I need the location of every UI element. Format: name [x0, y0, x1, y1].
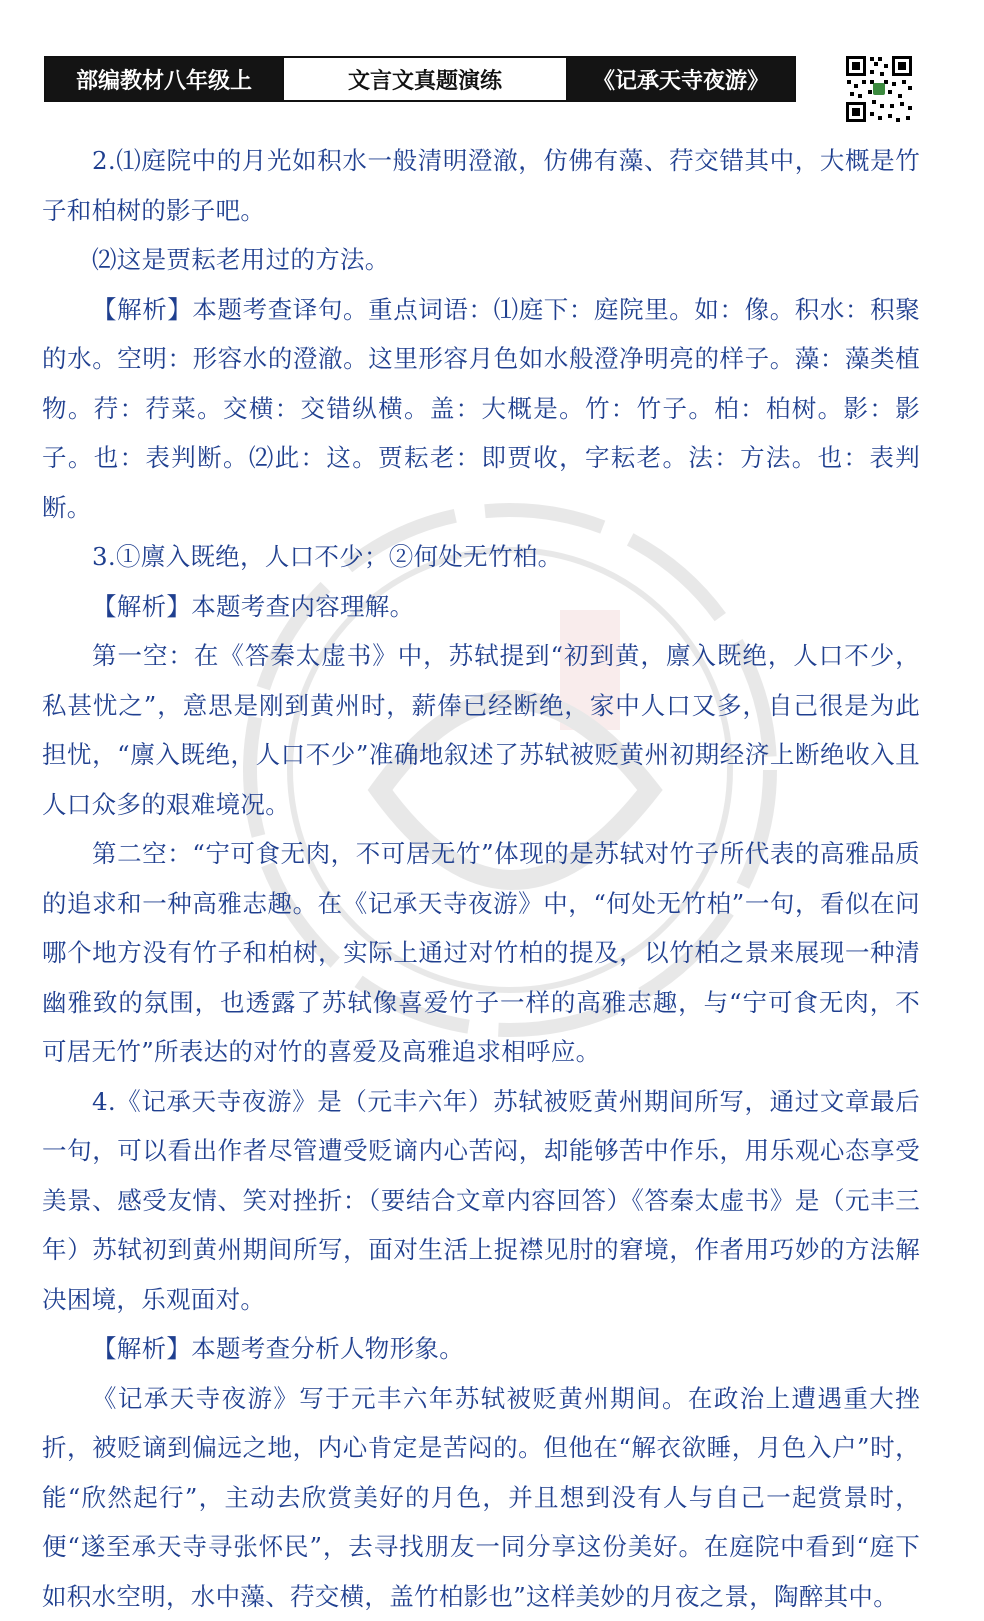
header-bar — [44, 56, 796, 102]
header-grade-label: 部编教材八年级上 — [46, 58, 282, 100]
header-lesson-title: 《记承天寺夜游》 — [568, 58, 794, 100]
analysis-3-blank-2: 第二空：“宁可食无肉，不可居无竹”体现的是苏轼对竹子所代表的高雅品质的追求和一种高雅志趣。在《记承天寺夜游》中，“何处无竹柏”一句，看似在问哪个地方没有竹子和柏树，实际上通过对竹柏的提及，以竹柏之景来展现一种清幽雅致的氛围，也透露了苏轼像喜爱竹子一样的高雅志趣，与“宁可食无肉，不可居无竹”所表达的对竹的喜爱及高雅追求相呼应。 — [42, 829, 920, 1077]
analysis-2-paragraph: 【解析】本题考查译句。重点词语：⑴庭下：庭院里。如：像。积水：积聚的水。空明：形容水的澄澈。这里形容月色如水般澄净明亮的样子。藻：藻类植物。荇：荇菜。交横：交错纵横。盖：大概是。竹：竹子。柏：柏树。影：影子。也：表判断。⑵此：这。贾耘老：即贾收，字耘老。法：方法。也：表判断。 — [42, 285, 920, 533]
analysis-3-blank-1: 第一空：在《答秦太虚书》中，苏轼提到“初到黄，廪入既绝，人口不少，私甚忧之”，意思是刚到黄州时，薪俸已经断绝，家中人口又多，自己很是为此担忧，“廪入既绝，人口不少”准确地叙述了苏轼被贬黄州初期经济上断绝收入且人口众多的艰难境况。 — [42, 631, 920, 829]
answer-3-paragraph: 3.①廪入既绝，人口不少；②何处无竹柏。 — [42, 532, 920, 582]
qr-code-icon — [844, 54, 914, 124]
analysis-3-paragraph: 【解析】本题考查内容理解。 — [42, 582, 920, 632]
analysis-4-paragraph: 【解析】本题考查分析人物形象。 — [42, 1324, 920, 1374]
analysis-4-body: 《记承天寺夜游》写于元丰六年苏轼被贬黄州期间。在政治上遭遇重大挫折，被贬谪到偏远之地，内心肯定是苦闷的。但他在“解衣欲睡，月色入户”时，能“欣然起行”，主动去欣赏美好的月色，并且想到没有人与自己一起赏景时，便“遂至承天寺寻张怀民”，去寻找朋友一同分享这份美好。在庭院中看到“庭下如积水空明，水中藻、荇交横，盖竹柏影也”这样美妙的月夜之景，陶醉其中。 — [42, 1374, 920, 1621]
answer-content — [42, 136, 920, 1621]
answer-2-part-2: ⑵这是贾耘老用过的方法。 — [42, 235, 920, 285]
header-section-title: 文言文真题演练 — [282, 58, 568, 100]
answer-4-paragraph: 4.《记承天寺夜游》是（元丰六年）苏轼被贬黄州期间所写，通过文章最后一句，可以看出作者尽管遭受贬谪内心苦闷，却能够苦中作乐，用乐观心态享受美景、感受友情、笑对挫折：（要结合文章内容回答）《答秦太虚书》是（元丰三年）苏轼初到黄州期间所写，面对生活上捉襟见肘的窘境，作者用巧妙的方法解决困境，乐观面对。 — [42, 1077, 920, 1325]
answer-2-paragraph: 2.⑴庭院中的月光如积水一般清明澄澈，仿佛有藻、荇交错其中，大概是竹子和柏树的影子吧。 — [42, 136, 920, 235]
